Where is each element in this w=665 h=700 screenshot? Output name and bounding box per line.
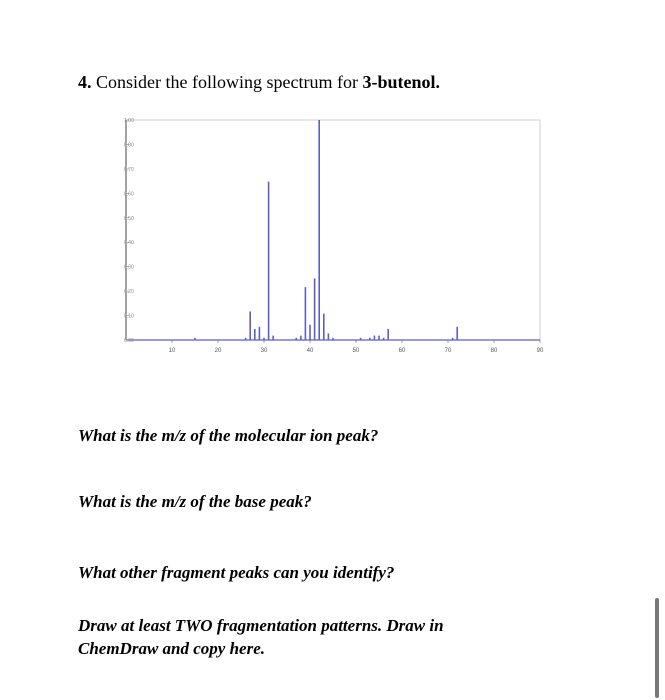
x-tick-label: 70 [444, 348, 452, 354]
y-tick-label: 0.50 [124, 215, 134, 222]
y-tick-label: 0.70 [124, 166, 134, 173]
x-tick-label: 90 [536, 348, 544, 354]
y-tick-label: 1.00 [124, 118, 134, 124]
prompt-other-fragments: What other fragment peaks can you identify? [78, 563, 395, 582]
prompt-molecular-ion: What is the m/z of the molecular ion peak? [78, 426, 379, 445]
x-tick-label: 80 [490, 348, 498, 354]
y-tick-label: 0.00 [124, 338, 134, 344]
x-tick-label: 20 [214, 348, 222, 354]
vertical-scrollbar[interactable] [655, 598, 659, 698]
prompt-draw-line2: ChemDraw and copy here. [78, 639, 265, 658]
x-tick-label: 60 [398, 348, 406, 354]
question-text: Consider the following spectrum for [96, 72, 358, 92]
x-tick-label: 10 [168, 348, 176, 354]
compound-name: 3-butenol. [362, 72, 440, 92]
y-tick-label: 0.20 [124, 289, 134, 296]
x-tick-label: 30 [260, 348, 268, 354]
y-tick-label: 0.30 [124, 264, 134, 271]
y-tick-label: 0.80 [124, 142, 134, 149]
prompt-base-peak: What is the m/z of the base peak? [78, 492, 312, 511]
plot-frame [126, 120, 540, 340]
question-header [78, 72, 440, 93]
y-tick-label: 0.60 [124, 191, 134, 198]
x-tick-label: 50 [352, 348, 360, 354]
y-tick-label: 0.40 [124, 240, 134, 247]
question-number: 4. [78, 72, 92, 92]
x-tick-label: 40 [306, 348, 314, 354]
spectrum-svg [120, 112, 545, 362]
mass-spectrum-chart [120, 112, 545, 362]
prompt-draw-line1: Draw at least TWO fragmentation patterns. Draw in [78, 616, 444, 635]
y-tick-label: 0.10 [124, 313, 134, 320]
